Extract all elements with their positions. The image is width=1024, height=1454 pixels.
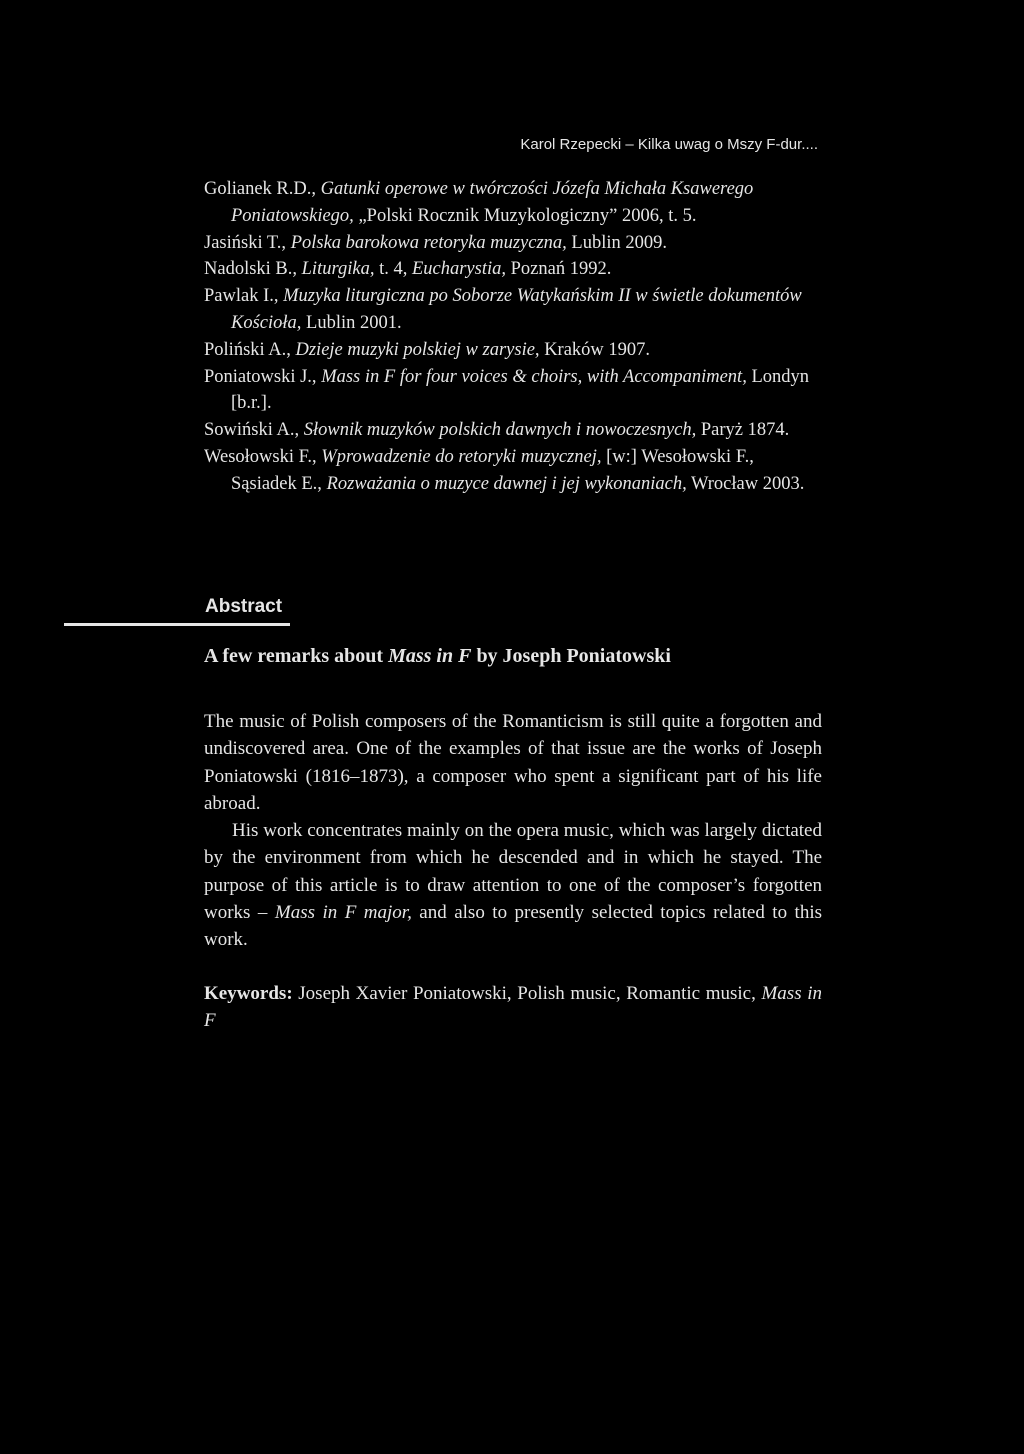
bib-entry-pawlak [204, 283, 824, 337]
bib-details: [w:] Wesołowski F., Sąsiadek E., [231, 446, 754, 494]
paragraph-2-start: His work concentrates mainly on the opera music, which was largely dictated by the environment from which he descended and in which he stayed. The purpose of this article is to draw attention to one of the composer’s forgotten works – [204, 820, 822, 924]
bib-title: Mass in F for four voices & choirs, with Accompaniment, [321, 366, 747, 387]
abstract-title-suffix: by Joseph Poniatowski [471, 645, 671, 667]
paragraph-2-end: and also to presently selected topics related to this work. [204, 902, 822, 951]
bib-details: t. 4, [374, 259, 412, 280]
abstract-title [204, 645, 671, 668]
bib-subtitle: Rozważania o muzyce dawnej i jej wykonaniach, [326, 473, 687, 494]
abstract-heading: Abstract [205, 596, 283, 617]
bib-entry-sowinski [204, 417, 824, 444]
bib-title: Liturgika, [301, 259, 375, 280]
bib-details: Lublin 2001. [301, 312, 402, 333]
bib-entry-jasinski [204, 230, 824, 257]
bib-author: Pawlak I., [204, 286, 284, 307]
bib-author: Wesołowski F., [204, 446, 322, 467]
abstract-paragraph-2 [204, 817, 822, 953]
bib-author: Poliński A., [204, 339, 296, 360]
bib-entry-polinski [204, 337, 824, 364]
keywords-label: Keywords: [204, 983, 293, 1004]
keywords [204, 980, 822, 1035]
bib-author: Sowiński A., [204, 420, 304, 441]
running-header: Karol Rzepecki – Kilka uwag o Mszy F-dur.... [520, 136, 818, 153]
abstract-title-work: Mass in F [388, 645, 472, 667]
bib-entry-poniatowski [204, 364, 824, 418]
bib-details-2: Wrocław 2003. [686, 473, 805, 494]
bibliography [204, 176, 824, 498]
bib-details: Londyn [b.r.]. [231, 366, 810, 414]
bib-title: Dzieje muzyki polskiej w zarysie, [295, 339, 540, 360]
bib-entry-nadolski [204, 256, 824, 283]
bib-author: Jasiński T., [204, 232, 291, 253]
bib-details: „Polski Rocznik Muzykologiczny” 2006, t. 5. [353, 205, 697, 226]
paragraph-2-work: Mass in F major, [274, 902, 412, 924]
bib-author: Poniatowski J., [204, 366, 322, 387]
bib-entry-golianek [204, 176, 824, 230]
keywords-work: Mass in F [204, 983, 822, 1032]
bib-subtitle: Eucharystia, [411, 259, 506, 280]
keywords-list: Joseph Xavier Poniatowski, Polish music, Romantic music, [292, 983, 762, 1004]
bib-details: Lublin 2009. [566, 232, 667, 253]
bib-title: Słownik muzyków polskich dawnych i nowoczesnych, [303, 420, 697, 441]
abstract-body [204, 708, 822, 954]
bib-title: Muzyka liturgiczna po Soborze Watykańskim II w świetle dokumentów Kościoła, [231, 286, 802, 333]
bib-title: Gatunki operowe w twórczości Józefa Michała Ksawerego Poniatowskiego, [231, 179, 754, 226]
abstract-divider [64, 623, 290, 626]
abstract-title-prefix: A few remarks about [204, 645, 389, 667]
bib-entry-wesolowski [204, 444, 824, 498]
bib-details-2: Poznań 1992. [506, 259, 612, 280]
bib-author: Nadolski B., [204, 259, 302, 280]
abstract-paragraph-1: The music of Polish composers of the Romanticism is still quite a forgotten and undiscovered area. One of the examples of that issue are the works of Joseph Poniatowski (1816–1873), a composer who spent a significant part of his life abroad. [204, 711, 822, 814]
bib-author: Golianek R.D., [204, 179, 321, 199]
bib-details: Kraków 1907. [539, 339, 651, 360]
bib-details: Paryż 1874. [696, 420, 790, 441]
bib-title: Polska barokowa retoryka muzyczna, [290, 232, 567, 253]
bib-title: Wprowadzenie do retoryki muzycznej, [321, 446, 602, 467]
